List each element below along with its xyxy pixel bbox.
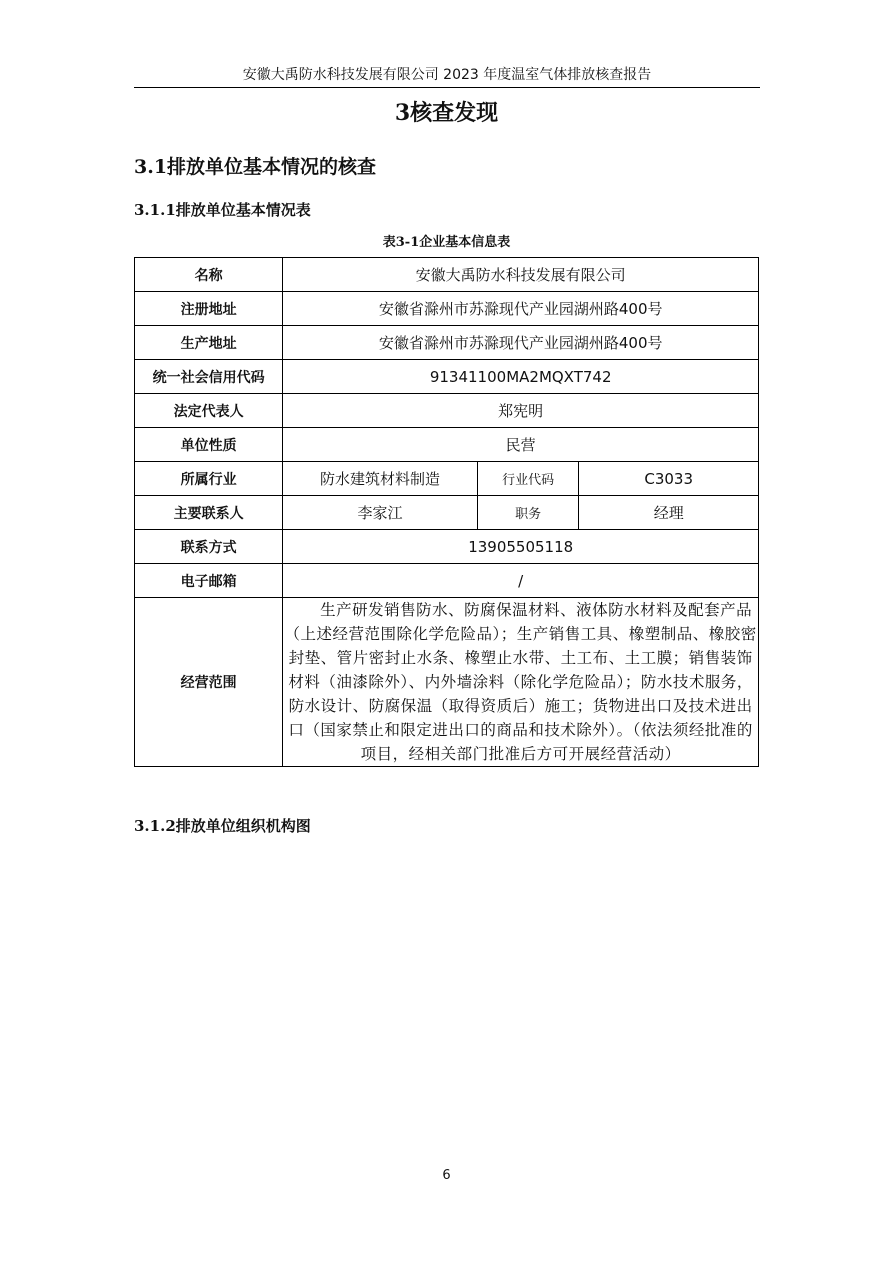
table-row (135, 530, 759, 564)
industry-label: 所属行业 (135, 462, 283, 496)
phone-label: 联系方式 (135, 530, 283, 564)
subsection-basic-info-title: 3.1.1排放单位基本情况表 (134, 201, 311, 219)
table-row (135, 564, 759, 598)
table-row (135, 326, 759, 360)
prod-addr-label: 生产地址 (135, 326, 283, 360)
name-label: 名称 (135, 258, 283, 292)
table-row (135, 292, 759, 326)
position-label: 职务 (477, 496, 579, 530)
table-row (135, 462, 759, 496)
prod-addr-value: 安徽省滁州市苏滁现代产业园湖州路400号 (283, 326, 759, 360)
legal-rep-label: 法定代表人 (135, 394, 283, 428)
enterprise-info-table (134, 257, 759, 767)
industry-code-value: C3033 (579, 462, 759, 496)
nature-label: 单位性质 (135, 428, 283, 462)
contact-value: 李家江 (283, 496, 477, 530)
contact-label: 主要联系人 (135, 496, 283, 530)
table-row (135, 428, 759, 462)
scope-label: 经营范围 (135, 598, 283, 767)
section-title: 3.1排放单位基本情况的核查 (134, 156, 377, 178)
name-value: 安徽大禹防水科技发展有限公司 (283, 258, 759, 292)
email-value: / (283, 564, 759, 598)
table-row (135, 496, 759, 530)
reg-addr-label: 注册地址 (135, 292, 283, 326)
industry-value: 防水建筑材料制造 (283, 462, 477, 496)
credit-code-value: 91341100MA2MQXT742 (283, 360, 759, 394)
position-value: 经理 (579, 496, 759, 530)
nature-value: 民营 (283, 428, 759, 462)
credit-code-label: 统一社会信用代码 (135, 360, 283, 394)
page-header: 安徽大禹防水科技发展有限公司 2023 年度温室气体排放核查报告 (134, 64, 760, 88)
phone-value: 13905505118 (283, 530, 759, 564)
scope-value: 生产研发销售防水、防腐保温材料、液体防水材料及配套产品（上述经营范围除化学危险品）；生产销售工具、橡塑制品、橡胶密封垫、管片密封止水条、橡塑止水带、土工布、土工膜；销售装饰材料（油漆除外）、内外墙涂料（除化学危险品）；防水技术服务，防水设计、防腐保温（取得资质后）施工；货物进出口及技术进出口（国家禁止和限定进出口的商品和技术除外）。（依法须经批准的项目，经相关部门批准后方可开展经营活动） (284, 601, 757, 763)
table-caption: 表3-1企业基本信息表 (382, 235, 511, 250)
industry-code-label: 行业代码 (477, 462, 579, 496)
table-row (135, 598, 759, 767)
email-label: 电子邮箱 (135, 564, 283, 598)
scope-cell (283, 598, 759, 767)
table-row (135, 258, 759, 292)
reg-addr-value: 安徽省滁州市苏滁现代产业园湖州路400号 (283, 292, 759, 326)
legal-rep-value: 郑宪明 (283, 394, 759, 428)
subsection-org-chart-title: 3.1.2排放单位组织机构图 (134, 817, 311, 835)
page-number: 6 (442, 1168, 451, 1183)
table-row (135, 394, 759, 428)
table-row (135, 360, 759, 394)
chapter-title: 3核查发现 (394, 100, 499, 126)
